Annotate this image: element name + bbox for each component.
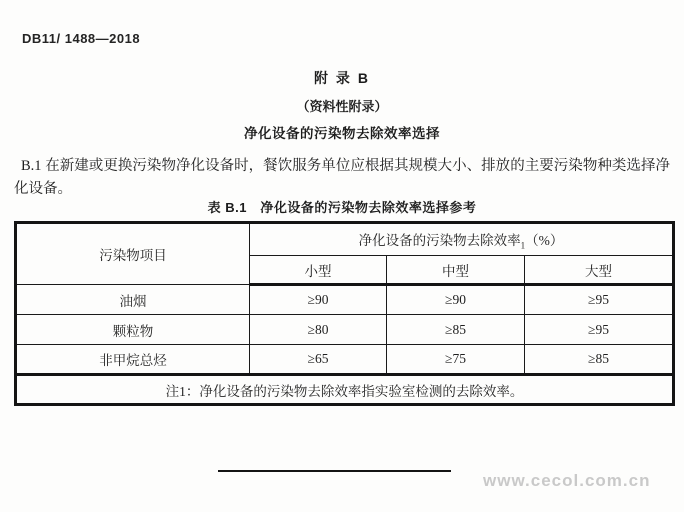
- cell-medium: ≥75: [387, 345, 525, 375]
- clause-b1-paragraph: B.1 在新建或更换污染物净化设备时，餐饮服务单位应根据其规模大小、排放的主要污染物种类选择净化设备。: [14, 157, 670, 197]
- appendix-title: 附 录 B: [314, 70, 370, 86]
- cell-medium: ≥85: [387, 315, 525, 345]
- header-efficiency-group-text: 净化设备的污染物去除效率: [358, 232, 521, 248]
- appendix-title-block: [0, 68, 684, 142]
- cell-small: ≥80: [250, 315, 387, 345]
- end-of-section-rule: [218, 470, 451, 472]
- header-efficiency-unit: （%）: [525, 232, 564, 248]
- table-header-row-1: [16, 223, 674, 256]
- cell-small: ≥90: [250, 285, 387, 315]
- header-efficiency-group: [250, 223, 674, 256]
- appendix-subtitle: （资料性附录）: [296, 99, 388, 114]
- standard-number: DB11/ 1488—2018: [22, 31, 141, 46]
- cell-small: ≥65: [250, 345, 387, 375]
- table-row-particulate: [16, 315, 674, 345]
- cell-medium: ≥90: [387, 285, 525, 315]
- cell-pollutant: 颗粒物: [16, 315, 250, 345]
- watermark-text: www.cecol.com.cn: [483, 471, 651, 490]
- header-size-small: 小型: [250, 256, 387, 285]
- table-row-oil-fume: [16, 285, 674, 315]
- table-note-row: [16, 375, 674, 405]
- cell-pollutant: 非甲烷总烃: [16, 345, 250, 375]
- header-pollutant-item: 污染物项目: [16, 223, 250, 285]
- header-note-reference: 1: [520, 240, 526, 251]
- appendix-heading: 净化设备的污染物去除效率选择: [244, 126, 440, 141]
- table-caption: 表 B.1 净化设备的污染物去除效率选择参考: [207, 200, 477, 215]
- cell-large: ≥95: [525, 315, 674, 345]
- table-row-nmhc: [16, 345, 674, 375]
- header-size-large: 大型: [525, 256, 674, 285]
- removal-efficiency-table: [14, 221, 675, 406]
- header-size-medium: 中型: [387, 256, 525, 285]
- cell-large: ≥85: [525, 345, 674, 375]
- cell-pollutant: 油烟: [16, 285, 250, 315]
- cell-large: ≥95: [525, 285, 674, 315]
- table-note: 注1：净化设备的污染物去除效率指实验室检测的去除效率。: [16, 375, 674, 405]
